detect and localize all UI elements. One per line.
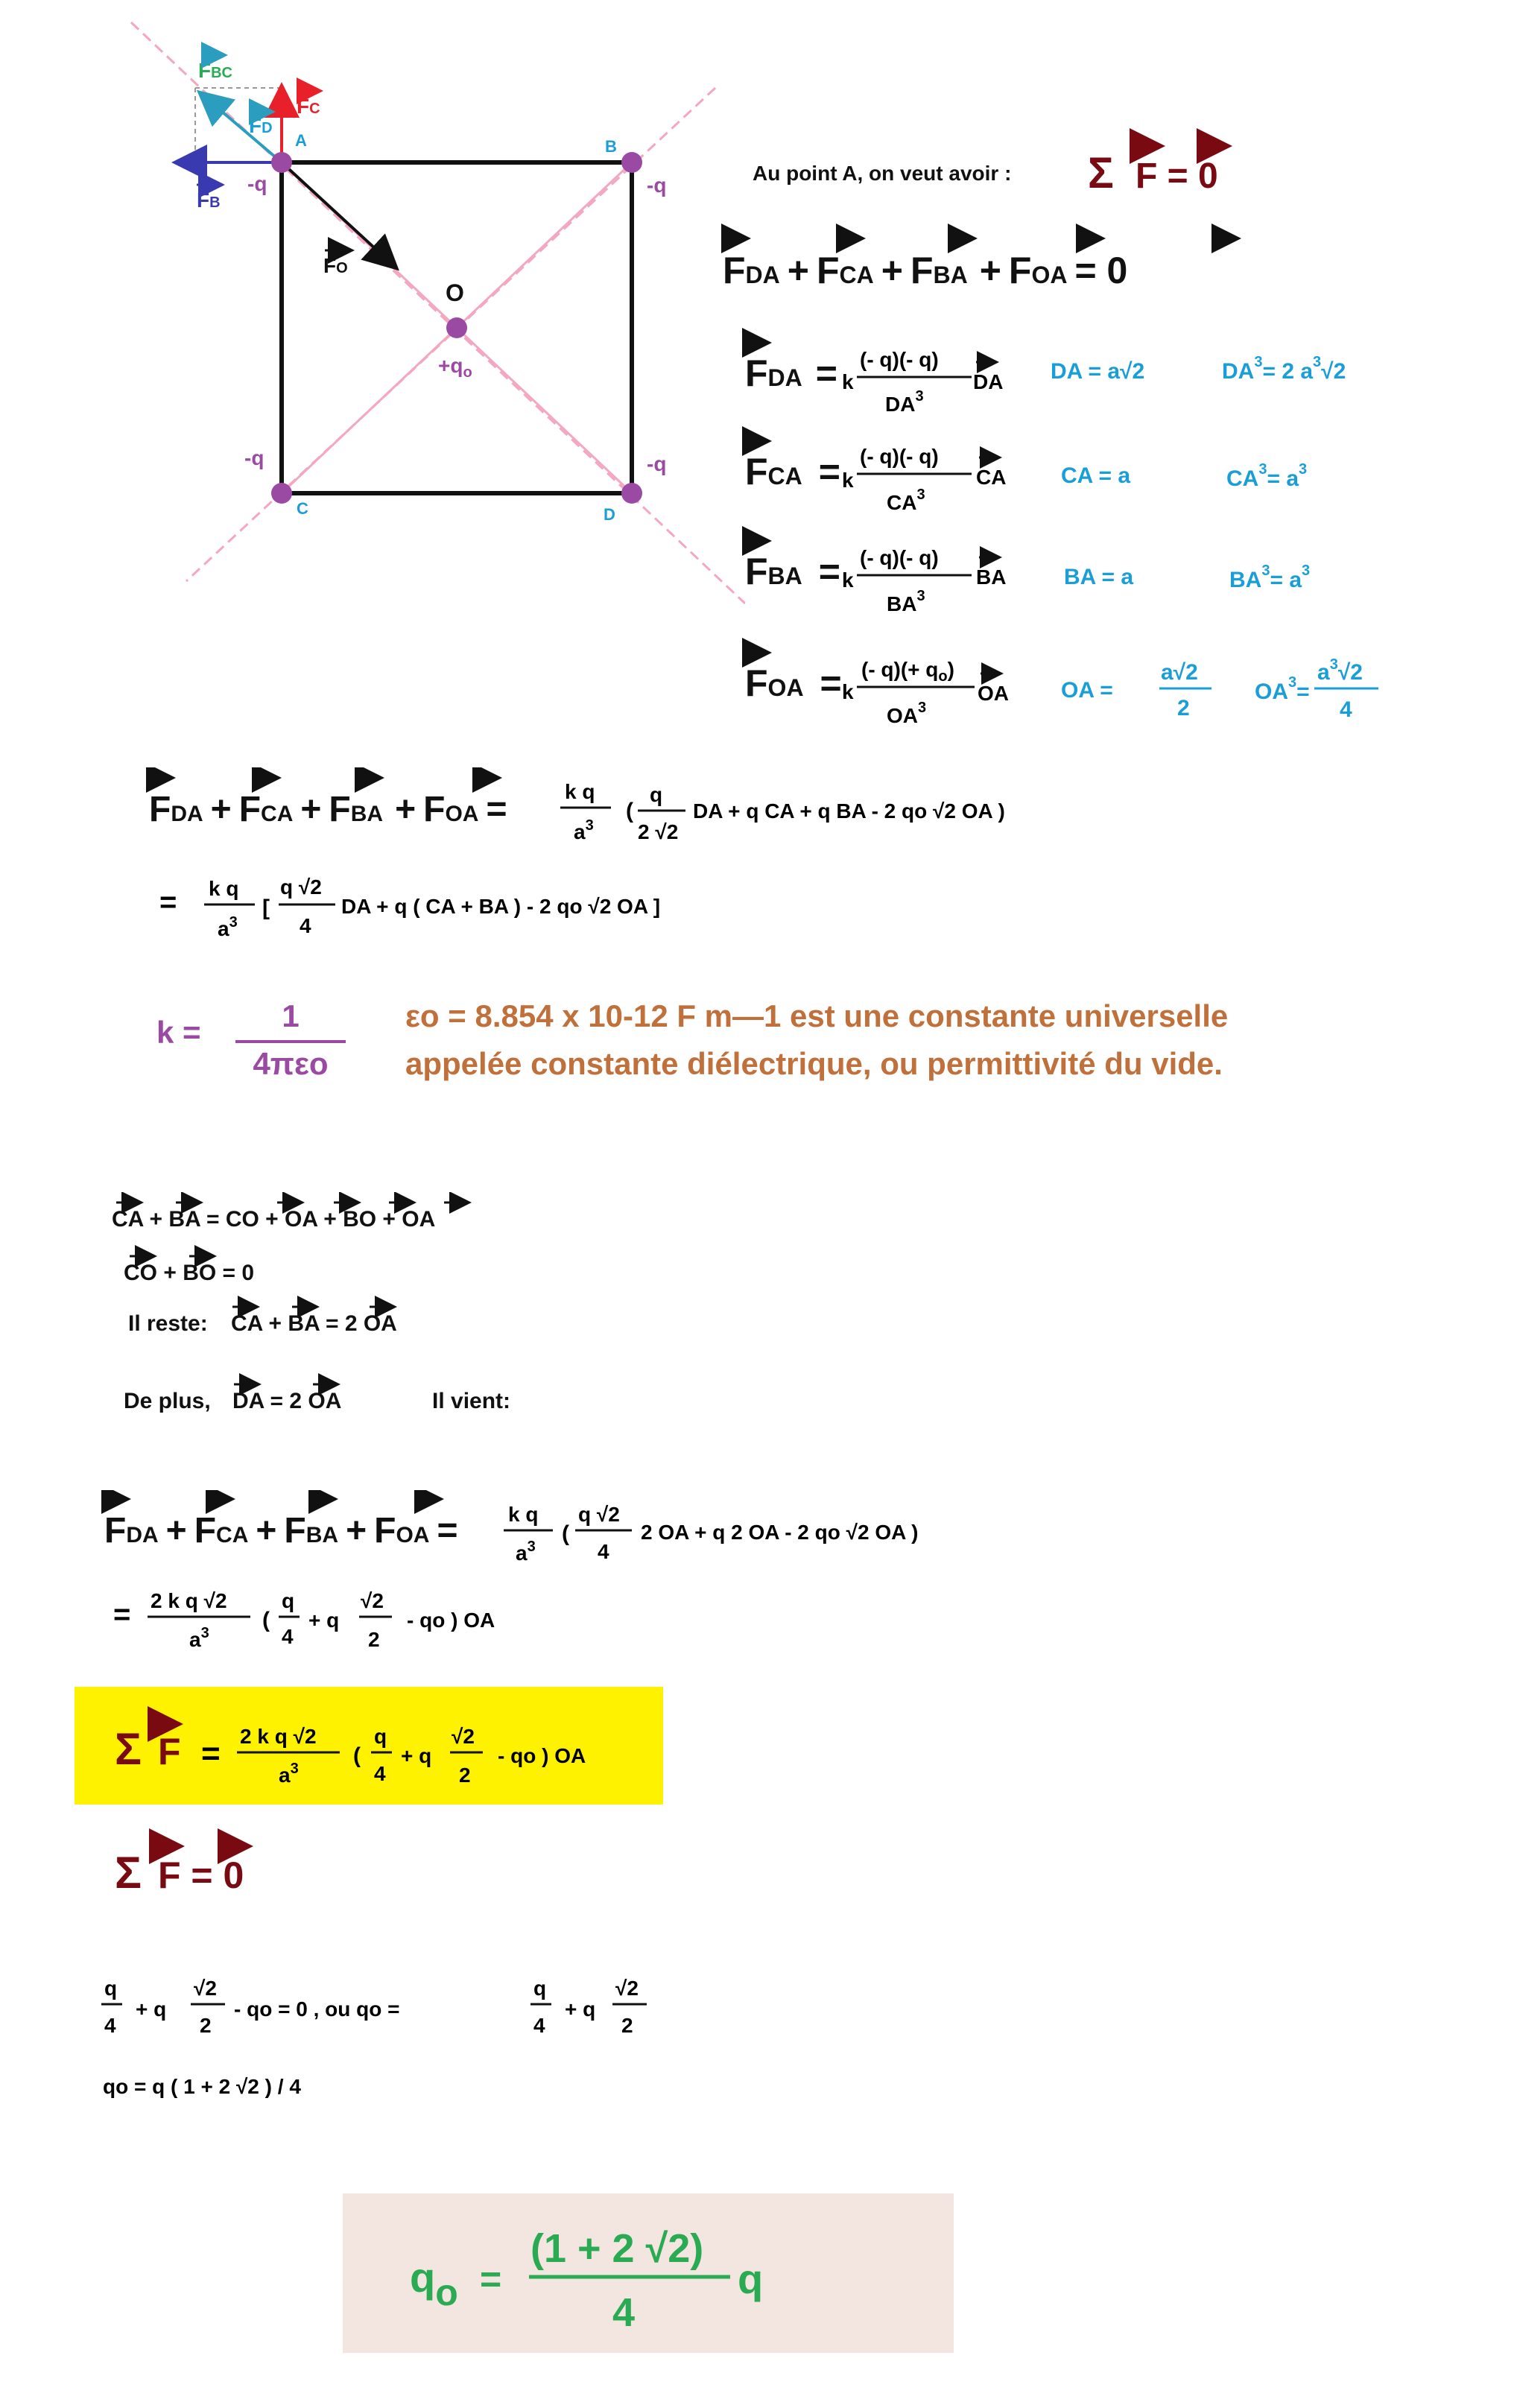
- svg-text:4: 4: [612, 2290, 636, 2335]
- vertex-o-label: O: [446, 279, 464, 306]
- law-foa: [745, 653, 1378, 727]
- svg-text:F = 0: F = 0: [158, 1854, 244, 1896]
- svg-text:a3: $a^3$: [574, 817, 594, 843]
- svg-text:DA: DA: [973, 370, 1004, 393]
- svg-text:Σ: Σ: [115, 1724, 142, 1774]
- svg-text:k: k: [842, 469, 854, 492]
- svg-text:OA3: $OA^3$: [887, 700, 927, 727]
- svg-text:FDA=: FDA =: [745, 352, 837, 394]
- svg-text:CA3: $CA^3$: [887, 487, 925, 514]
- svg-text:FDA+FCA+FBA+FOA=: FDA + FCA + FBA + FOA =: [104, 1511, 458, 1550]
- svg-text:q √2: q √2: [578, 1503, 620, 1526]
- svg-text:2: 2: [1177, 696, 1190, 720]
- svg-text:BA = a: BA = a: [1064, 565, 1134, 589]
- relation-1: CA + BA = CO + OA + BO + OA: [112, 1207, 436, 1232]
- svg-text:√2: √2: [452, 1725, 475, 1748]
- svg-text:4: 4: [104, 2014, 116, 2037]
- svg-text:(: (: [562, 1521, 569, 1546]
- svg-text:a3: $a^3$: [279, 1761, 299, 1787]
- svg-text:BA: BA: [976, 565, 1007, 589]
- charge-d-dot: [621, 483, 642, 504]
- svg-text:(1 + 2 √2): (1 + 2 √2): [530, 2226, 704, 2271]
- svg-text:k: k: [842, 568, 854, 592]
- square-charge-diagram: [0, 0, 745, 611]
- svg-text:(- q)(- q): (- q)(- q): [860, 348, 939, 371]
- svg-text:DA3= 2 a3√2: $DA^3= 2$ $a^3√2$: [1222, 354, 1346, 384]
- force-equations-panel: [700, 119, 1514, 760]
- charge-c-label: -q: [244, 446, 265, 469]
- svg-text:4: 4: [1340, 697, 1352, 722]
- development-one: [134, 767, 1103, 961]
- svg-text:+ q: + q: [136, 1997, 167, 2021]
- final-result: [343, 2193, 954, 2353]
- svg-text:OA =: OA =: [1061, 678, 1113, 703]
- law-fda: [745, 343, 1346, 416]
- svg-text:FCA=: FCA =: [745, 451, 840, 492]
- il-vient: Il vient:: [432, 1389, 511, 1413]
- svg-text:√2: √2: [194, 1977, 217, 2000]
- svg-text:DA = a√2: DA = a√2: [1051, 359, 1145, 384]
- svg-text:OA3=: $OA^3=$: [1255, 674, 1310, 704]
- svg-text:q: q: [533, 1977, 547, 2000]
- svg-text:4: 4: [533, 2014, 545, 2037]
- intro-sigma: Σ: [1088, 149, 1114, 197]
- svg-text:DA + q ( CA + BA ) - 2 q: DA + q ( CA + BA ) - 2 qo √2 OA ]: [341, 895, 661, 918]
- development-two: [97, 1490, 1065, 1669]
- svg-text:a3: $a^3$: [189, 1625, 209, 1651]
- svg-text:+ q: + q: [565, 1997, 596, 2021]
- sum-of-forces-equation: [723, 238, 1238, 291]
- svg-text:qo: qo: [410, 2254, 458, 2313]
- zero-condition: [112, 1818, 335, 1907]
- k-symbol: k =: [156, 1015, 201, 1050]
- svg-text:q: q: [282, 1589, 295, 1612]
- charge-d-label: -q: [647, 452, 667, 475]
- force-fd-label: FD: [249, 114, 273, 137]
- svg-text:BA3= a3: $BA^3= a^3$: [1229, 563, 1311, 592]
- svg-text:k q: k q: [209, 877, 239, 900]
- svg-text:a3: $a^3$: [218, 914, 238, 940]
- vertex-d-label: D: [604, 505, 615, 524]
- force-fo-label: FO: [323, 254, 348, 277]
- svg-text:4: 4: [598, 1540, 609, 1563]
- intro-equation: F = 0: [1136, 156, 1218, 196]
- svg-text:√2: √2: [361, 1589, 384, 1612]
- svg-text:F: F: [158, 1731, 181, 1772]
- svg-text:a3: $a^3$: [516, 1539, 536, 1565]
- highlighted-result: [75, 1687, 663, 1805]
- svg-text:k q: k q: [508, 1503, 539, 1526]
- svg-text:(- q)(- q): (- q)(- q): [860, 546, 939, 569]
- svg-text:FDA+FCA+FBA+FOA= 0: FDA + FCA + FBA + FOA = 0: [723, 250, 1128, 291]
- svg-text:BA3: $BA^3$: [887, 588, 925, 615]
- k-numerator: 1: [282, 998, 300, 1033]
- svg-text:k: k: [842, 370, 854, 393]
- svg-text:a3√2: $a^3√2$: [1317, 656, 1363, 685]
- svg-text:4: 4: [300, 914, 311, 937]
- svg-text:q: q: [650, 783, 663, 806]
- svg-text:(: (: [626, 799, 633, 823]
- charge-a-label: -q: [247, 172, 267, 195]
- svg-text:q: q: [374, 1725, 387, 1748]
- vertex-a-label: A: [295, 131, 307, 150]
- svg-text:q: q: [104, 1977, 118, 2000]
- charge-c-dot: [271, 483, 292, 504]
- svg-text:a√2: a√2: [1161, 660, 1198, 685]
- svg-text:4: 4: [374, 1762, 386, 1785]
- intro-text: Au point A, on veut avoir :: [753, 162, 1012, 185]
- solve-for-qo: [97, 1967, 767, 2116]
- diagonal-ad: [131, 22, 745, 603]
- svg-text:FDA+FCA+FBA+FOA=: FDA + FCA + FBA + FOA =: [149, 790, 507, 829]
- charge-b-label: -q: [647, 174, 667, 197]
- svg-text:=: =: [201, 1735, 221, 1772]
- svg-text:[: [: [262, 896, 270, 920]
- svg-text:2: 2: [200, 2014, 212, 2037]
- svg-text:q √2: q √2: [280, 875, 322, 899]
- svg-text:FBA=: FBA =: [745, 551, 840, 592]
- epsilon-line-1: εo = 8.854 x 10-12 F m—1 est une constante universelle: [405, 998, 1229, 1033]
- svg-text:q: q: [738, 2255, 764, 2302]
- law-fca: [745, 441, 1307, 514]
- coulomb-constant-definition: [156, 998, 1498, 1095]
- svg-text:FOA=: FOA =: [745, 662, 842, 704]
- svg-text:DA3: $DA^3$: [885, 388, 924, 416]
- svg-text:=: =: [113, 1598, 131, 1631]
- svg-text:4: 4: [282, 1625, 294, 1648]
- svg-text:2: 2: [459, 1764, 471, 1787]
- svg-text:=: =: [159, 886, 177, 919]
- vertex-b-label: B: [605, 137, 617, 156]
- force-fb-label: FB: [197, 188, 221, 212]
- svg-text:- qo ) OA: - qo ) OA: [407, 1609, 495, 1632]
- epsilon-line-2: appelée constante diélectrique, ou permittivité du vide.: [405, 1046, 1223, 1081]
- svg-text:=: =: [480, 2258, 502, 2300]
- svg-text:+ q: + q: [401, 1744, 432, 1767]
- law-fba: [745, 541, 1310, 615]
- svg-text:k: k: [842, 680, 854, 703]
- svg-text:qo = q ( 1 + 2 √2 ) / 4: qo = q ( 1 + 2 √2 ) / 4: [103, 2075, 301, 2098]
- vector-arrows: [112, 1192, 857, 1438]
- svg-text:k q: k q: [565, 780, 595, 803]
- svg-text:2: 2: [368, 1628, 380, 1651]
- force-fbc-label: FBC: [198, 59, 232, 82]
- svg-text:Σ: Σ: [115, 1848, 142, 1898]
- svg-text:- qo ) OA: - qo ) OA: [498, 1744, 586, 1767]
- charge-o-label: $+q_o$: [438, 354, 472, 381]
- svg-text:DA + q CA + q BA - 2 qo: DA + q CA + q BA - 2 qo √2 OA ): [693, 799, 1005, 823]
- svg-text:+ q: + q: [308, 1609, 340, 1632]
- svg-text:(- q)(- q): (- q)(- q): [860, 445, 939, 468]
- svg-text:(: (: [262, 1608, 270, 1632]
- svg-text:2 k q √2: 2 k q √2: [240, 1725, 317, 1748]
- k-denominator: 4πεo: [253, 1046, 329, 1081]
- svg-text:2 OA + q 2 OA - 2 qo √2: 2 OA + q 2 OA - 2 qo √2 OA ): [641, 1521, 919, 1544]
- svg-text:- qo = 0 , ou qo: - qo = 0 , ou qo =: [234, 1997, 400, 2021]
- relation-3: CA + BA = 2 OA: [231, 1311, 397, 1336]
- charge-a-dot: [271, 152, 292, 173]
- relation-4-label: De plus,: [124, 1389, 211, 1413]
- svg-text:CA: CA: [976, 466, 1007, 489]
- svg-text:(- q)(+ qo): (- $q)(+ q_o)$: [861, 658, 954, 685]
- vertex-c-label: C: [297, 499, 308, 518]
- relation-3-label: Il reste:: [128, 1311, 208, 1336]
- svg-text:CA = a: CA = a: [1061, 463, 1131, 488]
- charge-b-dot: [621, 152, 642, 173]
- charge-o-dot: [446, 317, 467, 338]
- svg-text:2: 2: [621, 2014, 633, 2037]
- force-fc-label: FC: [297, 95, 320, 118]
- svg-text:CA3= a3: $CA^3= a^3$: [1226, 461, 1308, 491]
- svg-text:(: (: [353, 1743, 361, 1768]
- svg-text:√2: √2: [615, 1977, 639, 2000]
- svg-text:2 √2: 2 √2: [638, 820, 679, 843]
- relation-2: CO + BO = 0: [124, 1261, 255, 1285]
- svg-text:OA: OA: [978, 682, 1009, 705]
- relation-4: DA = 2 OA: [232, 1389, 342, 1413]
- svg-text:2 k q √2: 2 k q √2: [151, 1589, 227, 1612]
